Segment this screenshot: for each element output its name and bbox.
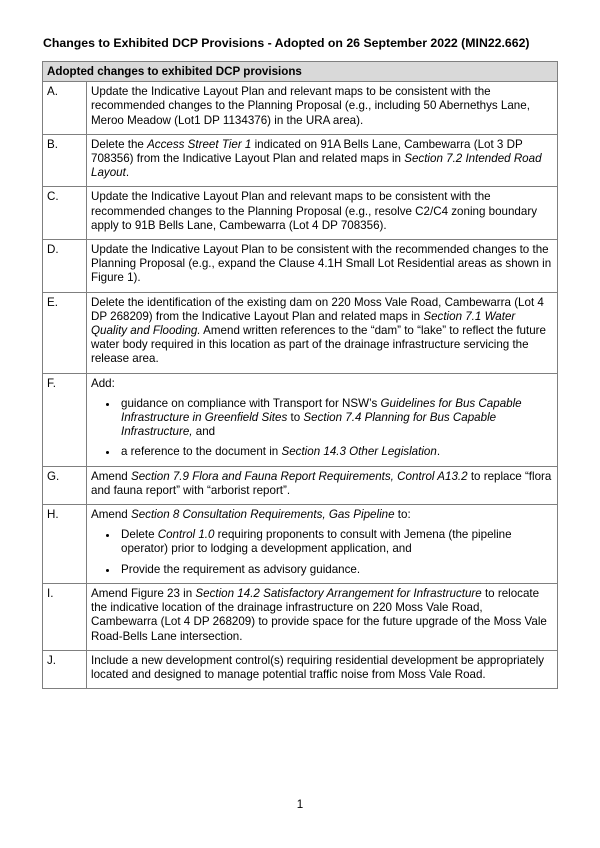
row-id: D.	[43, 240, 87, 293]
text-span: Delete the	[91, 137, 148, 151]
row-id: H.	[43, 505, 87, 584]
bullet-item	[119, 445, 552, 459]
text-span: guidance on compliance with Transport for NSW’s	[121, 396, 381, 410]
row-text	[87, 505, 558, 584]
table-row	[43, 583, 558, 650]
text-span: and	[192, 425, 216, 439]
section-reference: Section 7.4 Planning for Bus Capable Infrastructure,	[121, 411, 497, 439]
text-span: Amend	[91, 508, 131, 522]
page-title: Changes to Exhibited DCP Provisions - Adopted on 26 September 2022 (MIN22.662)	[43, 36, 530, 50]
row-text	[87, 466, 558, 504]
row-text: Update the Indicative Layout Plan to be consistent with the recommended changes to the Planning Proposal (e.g., expand the Clause 4.1H Small Lot Residential areas as shown in Figure 1).	[87, 240, 558, 293]
row-text	[87, 583, 558, 650]
page-number: 1	[296, 798, 304, 811]
text-span: to replace “flora and fauna report” with “arborist report”.	[91, 469, 552, 497]
section-reference: Access Street Tier 1	[147, 137, 252, 151]
row-text: Include a new development control(s) requiring residential development be appropriately located and designed to manage potential traffic noise from Moss Vale Road.	[87, 650, 558, 688]
table-header: Adopted changes to exhibited DCP provisions	[43, 62, 558, 82]
row-id: G.	[43, 466, 87, 504]
text-span: a reference to the document in	[121, 445, 282, 459]
table-row	[43, 505, 558, 584]
text-span: to relocate the indicative location of the drainage infrastructure on 220 Moss Vale Road, Cambewarra (Lot 4 DP 268209) to provide space for the future upgrade of the Moss Vale Road-Bells Lane intersection.	[91, 586, 547, 643]
text-span: to:	[394, 508, 411, 522]
row-id: B.	[43, 134, 87, 187]
row-text: Update the Indicative Layout Plan and relevant maps to be consistent with the recommended changes to the Planning Proposal (e.g., including 50 Abernethys Lane, Meroo Meadow (Lot1 DP 1134376) in the URA area).	[87, 82, 558, 135]
bullet-item	[119, 528, 552, 556]
table-header-row	[43, 62, 558, 82]
text-span: Amend	[91, 469, 131, 483]
section-reference: Guidelines for Bus Capable Infrastructure in Greenfield Sites	[121, 396, 522, 425]
section-reference: Control 1.0	[157, 528, 215, 542]
text-span: Delete the identification of the existing dam on 220 Moss Vale Road, Cambewarra (Lot 4 DP 268209) from the Indicative Layout Plan and related maps in	[91, 295, 544, 323]
section-reference: Section 14.3 Other Legislation	[281, 445, 437, 459]
row-text	[87, 292, 558, 373]
text-span: Provide the requirement as advisory guidance.	[121, 562, 361, 576]
text-span: Delete	[121, 528, 158, 542]
row-id: I.	[43, 583, 87, 650]
text-span: indicated on 91A Bells Lane, Cambewarra (Lot 3 DP 708356) from the Indicative Layout Plan and related maps in	[91, 137, 523, 166]
table-row	[43, 650, 558, 688]
table-row	[43, 240, 558, 293]
bullet-item	[119, 397, 552, 440]
row-id: C.	[43, 187, 87, 240]
table-row	[43, 134, 558, 187]
bullet-list	[91, 528, 552, 577]
text-span: Amend written references to the “dam” to “lake” to reflect the future water body required in this location as part of the drainage infrastructure servicing the release area.	[91, 324, 546, 366]
row-id: J.	[43, 650, 87, 688]
bullet-list	[91, 397, 552, 460]
section-reference: Section 7.2 Intended Road Layout	[91, 152, 542, 180]
table-row	[43, 373, 558, 466]
section-reference: Section 14.2 Satisfactory Arrangement for Infrastructure	[195, 586, 482, 600]
text-span: to	[287, 411, 304, 425]
text-span: .	[125, 166, 130, 180]
table-row	[43, 82, 558, 135]
text-span: Amend Figure 23 in	[91, 586, 196, 600]
text-span: .	[436, 445, 441, 459]
row-id: F.	[43, 373, 87, 466]
row-text	[87, 373, 558, 466]
bullet-item	[119, 563, 552, 577]
section-reference: Section 8 Consultation Requirements, Gas Pipeline	[130, 508, 395, 522]
row-intro	[91, 508, 552, 522]
row-id: A.	[43, 82, 87, 135]
text-span: requiring proponents to consult with Jemena (the pipeline operator) prior to lodging a development application, and	[121, 528, 512, 556]
row-id: E.	[43, 292, 87, 373]
row-text: Update the Indicative Layout Plan and relevant maps to be consistent with the recommended changes to the Planning Proposal (e.g., resolve C2/C4 zoning boundary apply to 91B Bells Lane, Cambewarra (Lot 4 DP 708356).	[87, 187, 558, 240]
section-reference: Section 7.9 Flora and Fauna Report Requirements, Control A13.2	[130, 469, 468, 483]
table-row	[43, 466, 558, 504]
section-reference: Section 7.1 Water Quality and Flooding.	[91, 309, 516, 338]
row-intro: Add:	[91, 376, 115, 390]
provisions-table	[42, 61, 558, 689]
table-row	[43, 187, 558, 240]
row-text	[87, 134, 558, 187]
table-row	[43, 292, 558, 373]
